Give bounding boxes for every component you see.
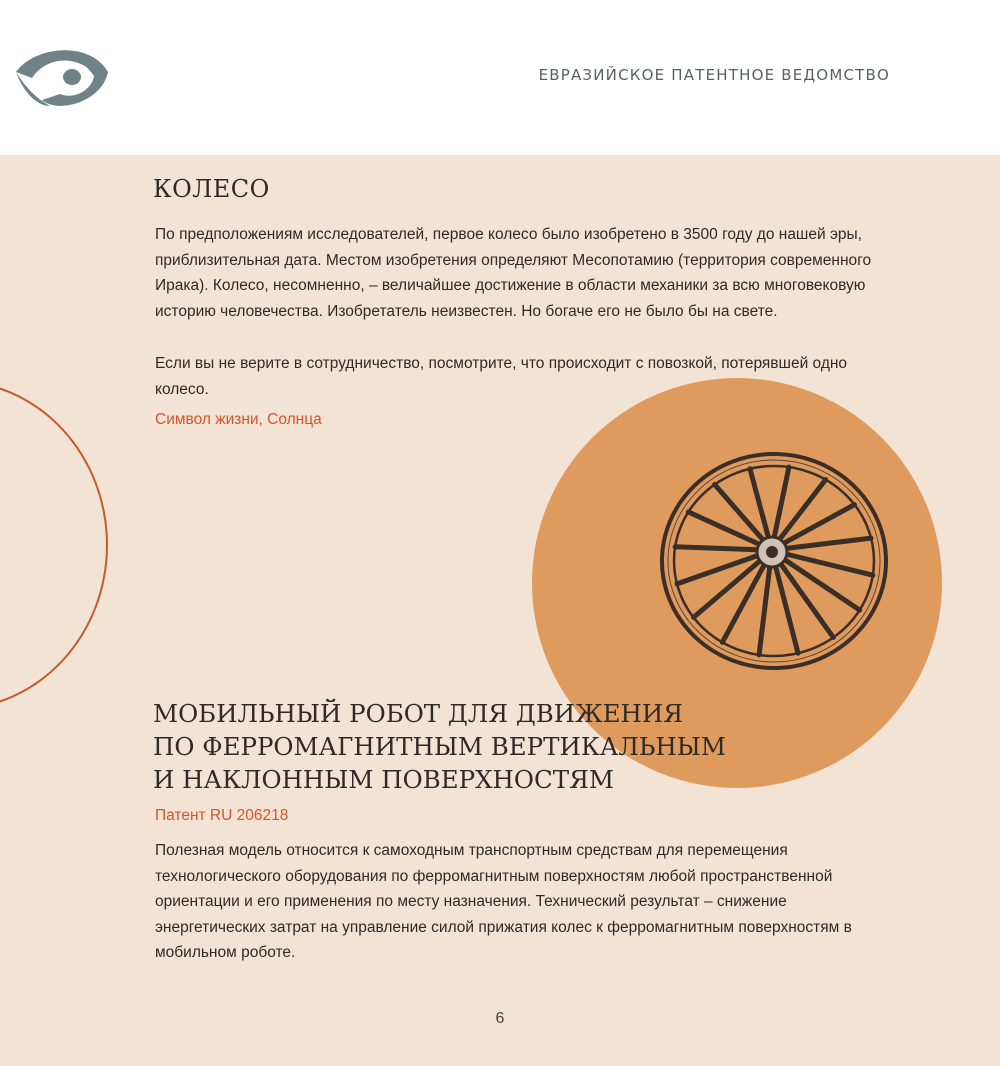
organization-name: ЕВРАЗИЙСКОЕ ПАТЕНТНОЕ ВЕДОМСТВО — [538, 66, 890, 84]
robot-title-line-2: ПО ФЕРРОМАГНИТНЫМ ВЕРТИКАЛЬНЫМ — [153, 732, 726, 761]
wheel-paragraph-2: Если вы не верите в сотрудничество, посмотрите, что происходит с повозкой, потерявшей одно колесо. — [155, 355, 848, 398]
robot-title-line-3: И НАКЛОННЫМ ПОВЕРХНОСТЯМ — [153, 765, 614, 794]
wheel-symbol-caption: Символ жизни, Солнца — [155, 411, 322, 428]
patent-number: Патент RU 206218 — [155, 807, 289, 824]
robot-paragraph: Полезная модель относится к самоходным транспортным средствам для перемещения технологического оборудования по ферромагнитным поверхностям любой пространственной ориентации и его применения по месту назначения. Технический результат – снижение энергетических затрат на управление силой прижатия колес к ферромагнитным поверхностям в мобильном роботе. — [155, 842, 852, 961]
robot-title-line-1: МОБИЛЬНЫЙ РОБОТ ДЛЯ ДВИЖЕНИЯ — [153, 699, 684, 728]
page-header — [0, 0, 1000, 155]
section-title-wheel: КОЛЕСО — [153, 175, 270, 203]
page-number: 6 — [495, 1010, 505, 1027]
section-title-robot — [153, 697, 726, 796]
wagon-wheel-icon — [656, 448, 892, 674]
eye-logo-icon — [12, 42, 112, 112]
decorative-ring — [0, 380, 108, 710]
wheel-paragraph-1: По предположениям исследователей, первое колесо было изобретено в 3500 году до нашей эры, приблизительная дата. Местом изобретения определяют Месопотамию (территория современного Ирака). Колесо, несомненно, – величайшее достижение в области механики за всю многовековую историю человечества. Изобретатель неизвестен. Но богаче его не было бы на свете. — [155, 226, 872, 320]
